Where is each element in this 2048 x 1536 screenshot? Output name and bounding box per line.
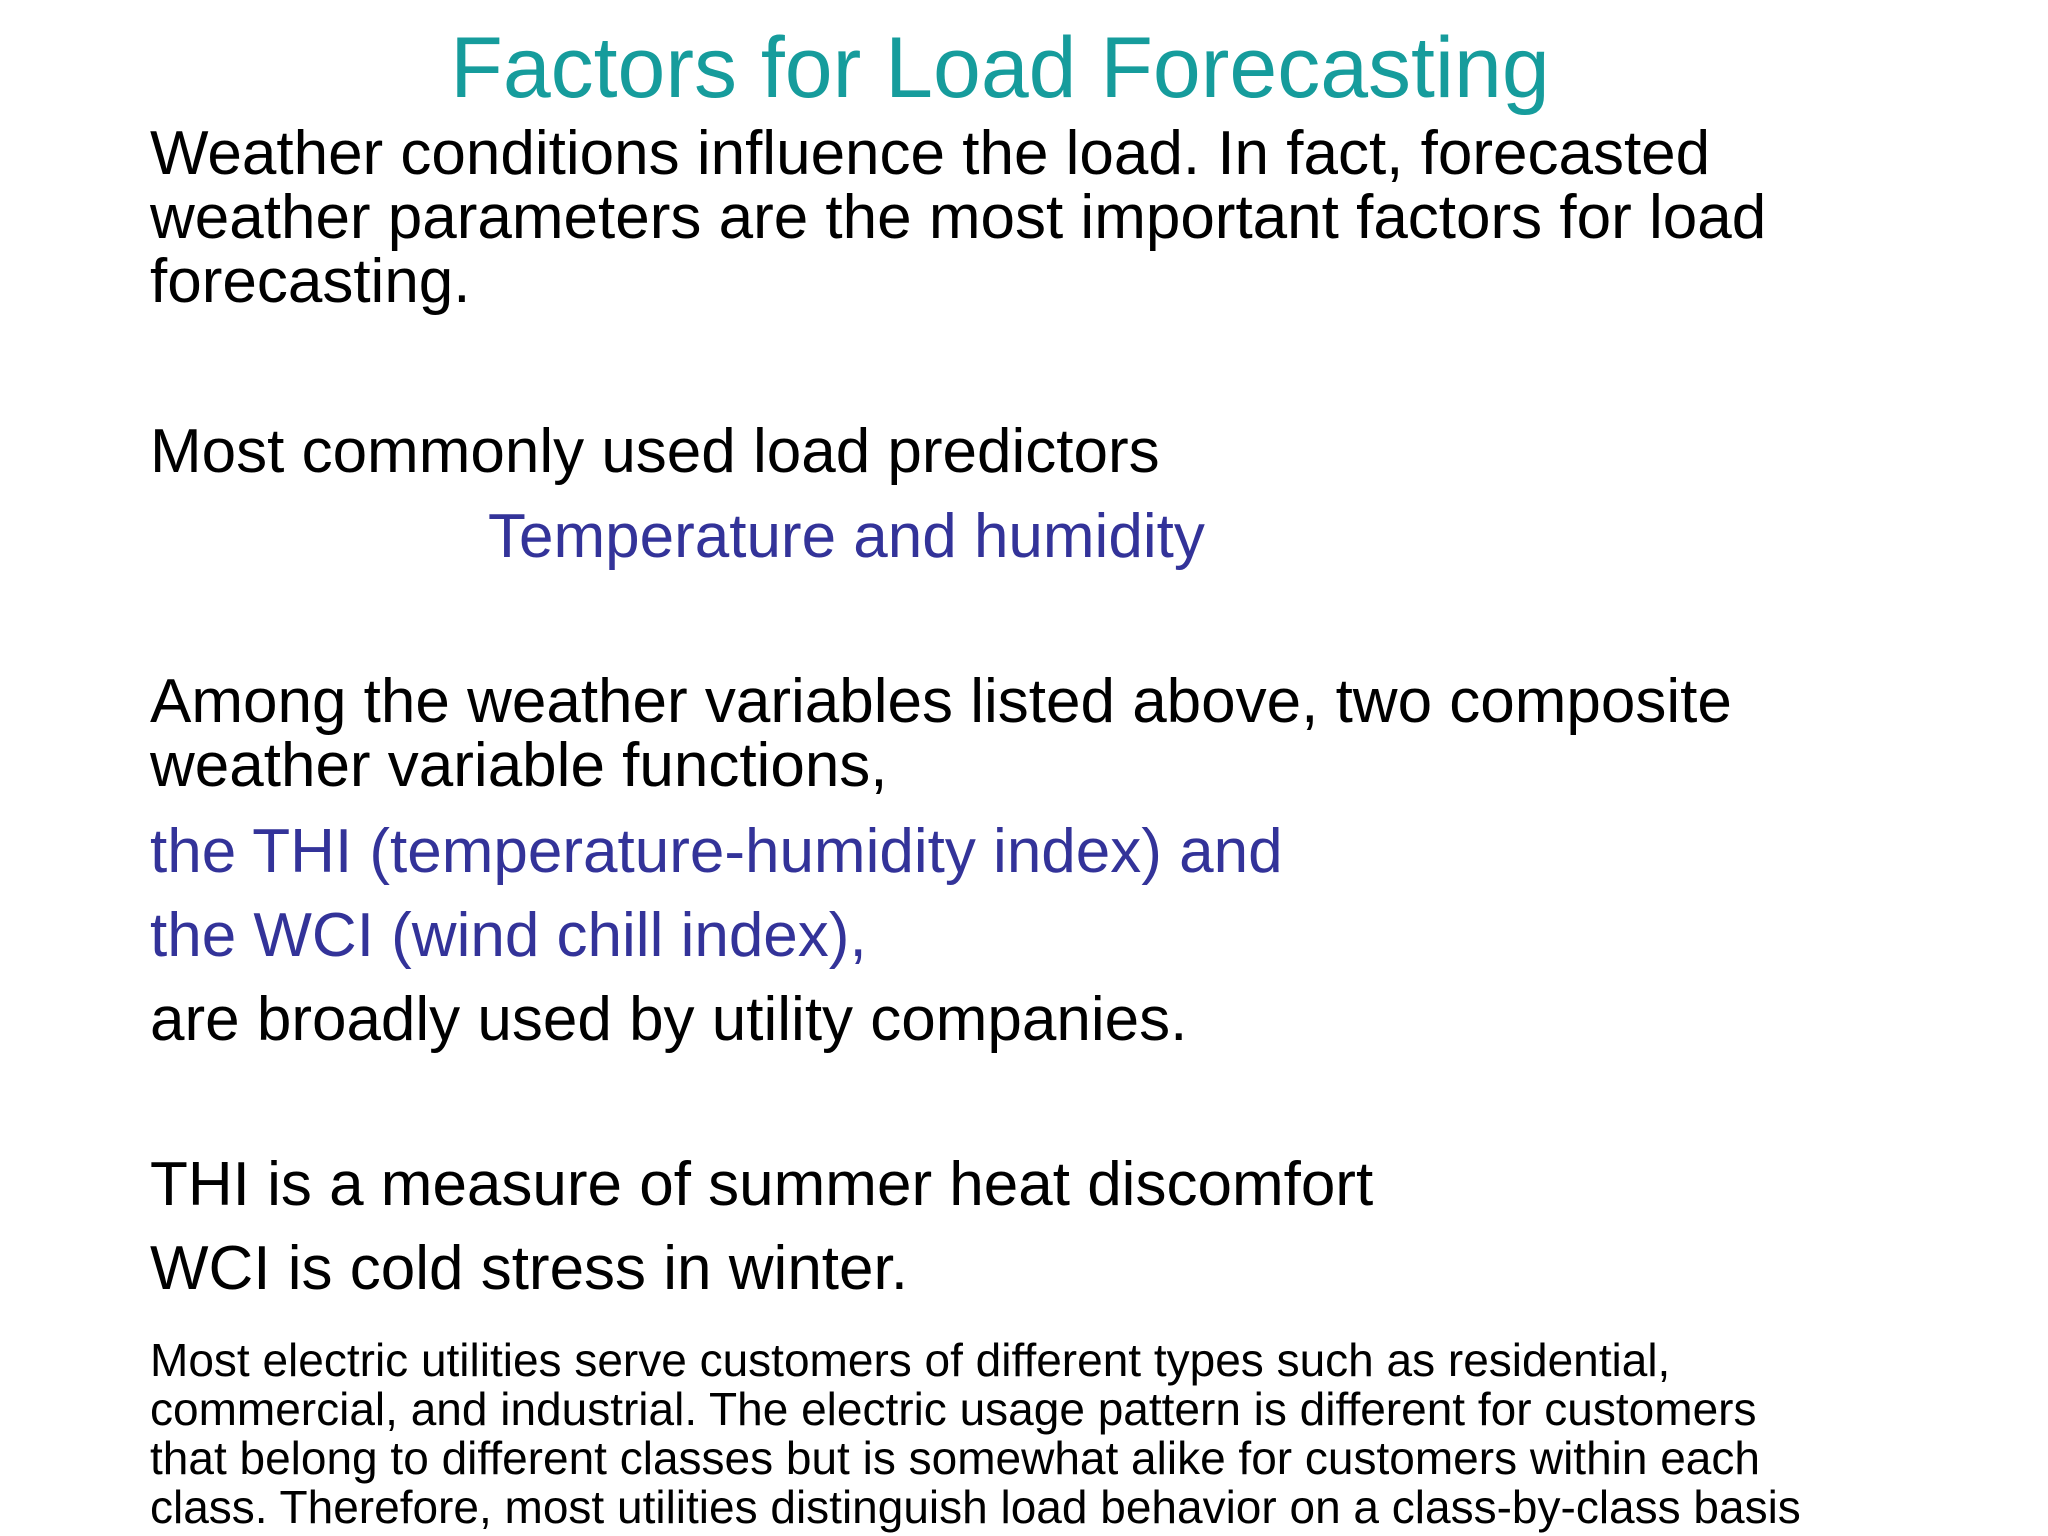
wci-index-line: the WCI (wind chill index), [150,901,867,970]
customers-line-2: commercial, and industrial. The electric usage pattern is different for customers [150,1383,1757,1435]
predictors-heading: Most commonly used load predictors [150,417,1160,486]
wci-definition: WCI is cold stress in winter. [150,1234,908,1303]
slide-title: Factors for Load Forecasting [450,20,1550,116]
customers-line-4: class. Therefore, most utilities distinguish load behavior on a class-by-class basis [150,1481,1801,1533]
intro-line-3: forecasting. [150,247,471,316]
composite-paragraph [150,667,1732,800]
composite-line-1: Among the weather variables listed above, two composite [150,667,1732,736]
composite-closing: are broadly used by utility companies. [150,985,1188,1054]
thi-index-line: the THI (temperature-humidity index) and [150,817,1283,886]
composite-line-2: weather variable functions, [150,731,888,800]
intro-line-1: Weather conditions influence the load. In fact, forecasted [150,119,1711,188]
customers-line-1: Most electric utilities serve customers of different types such as residential, [150,1334,1671,1386]
thi-definition: THI is a measure of summer heat discomfort [150,1150,1374,1219]
intro-paragraph [150,119,1767,316]
intro-line-2: weather parameters are the most important factors for load [150,183,1767,252]
predictors-item: Temperature and humidity [488,502,1205,571]
customers-line-3: that belong to different classes but is somewhat alike for customers within each [150,1432,1760,1484]
customers-paragraph [150,1336,1801,1532]
